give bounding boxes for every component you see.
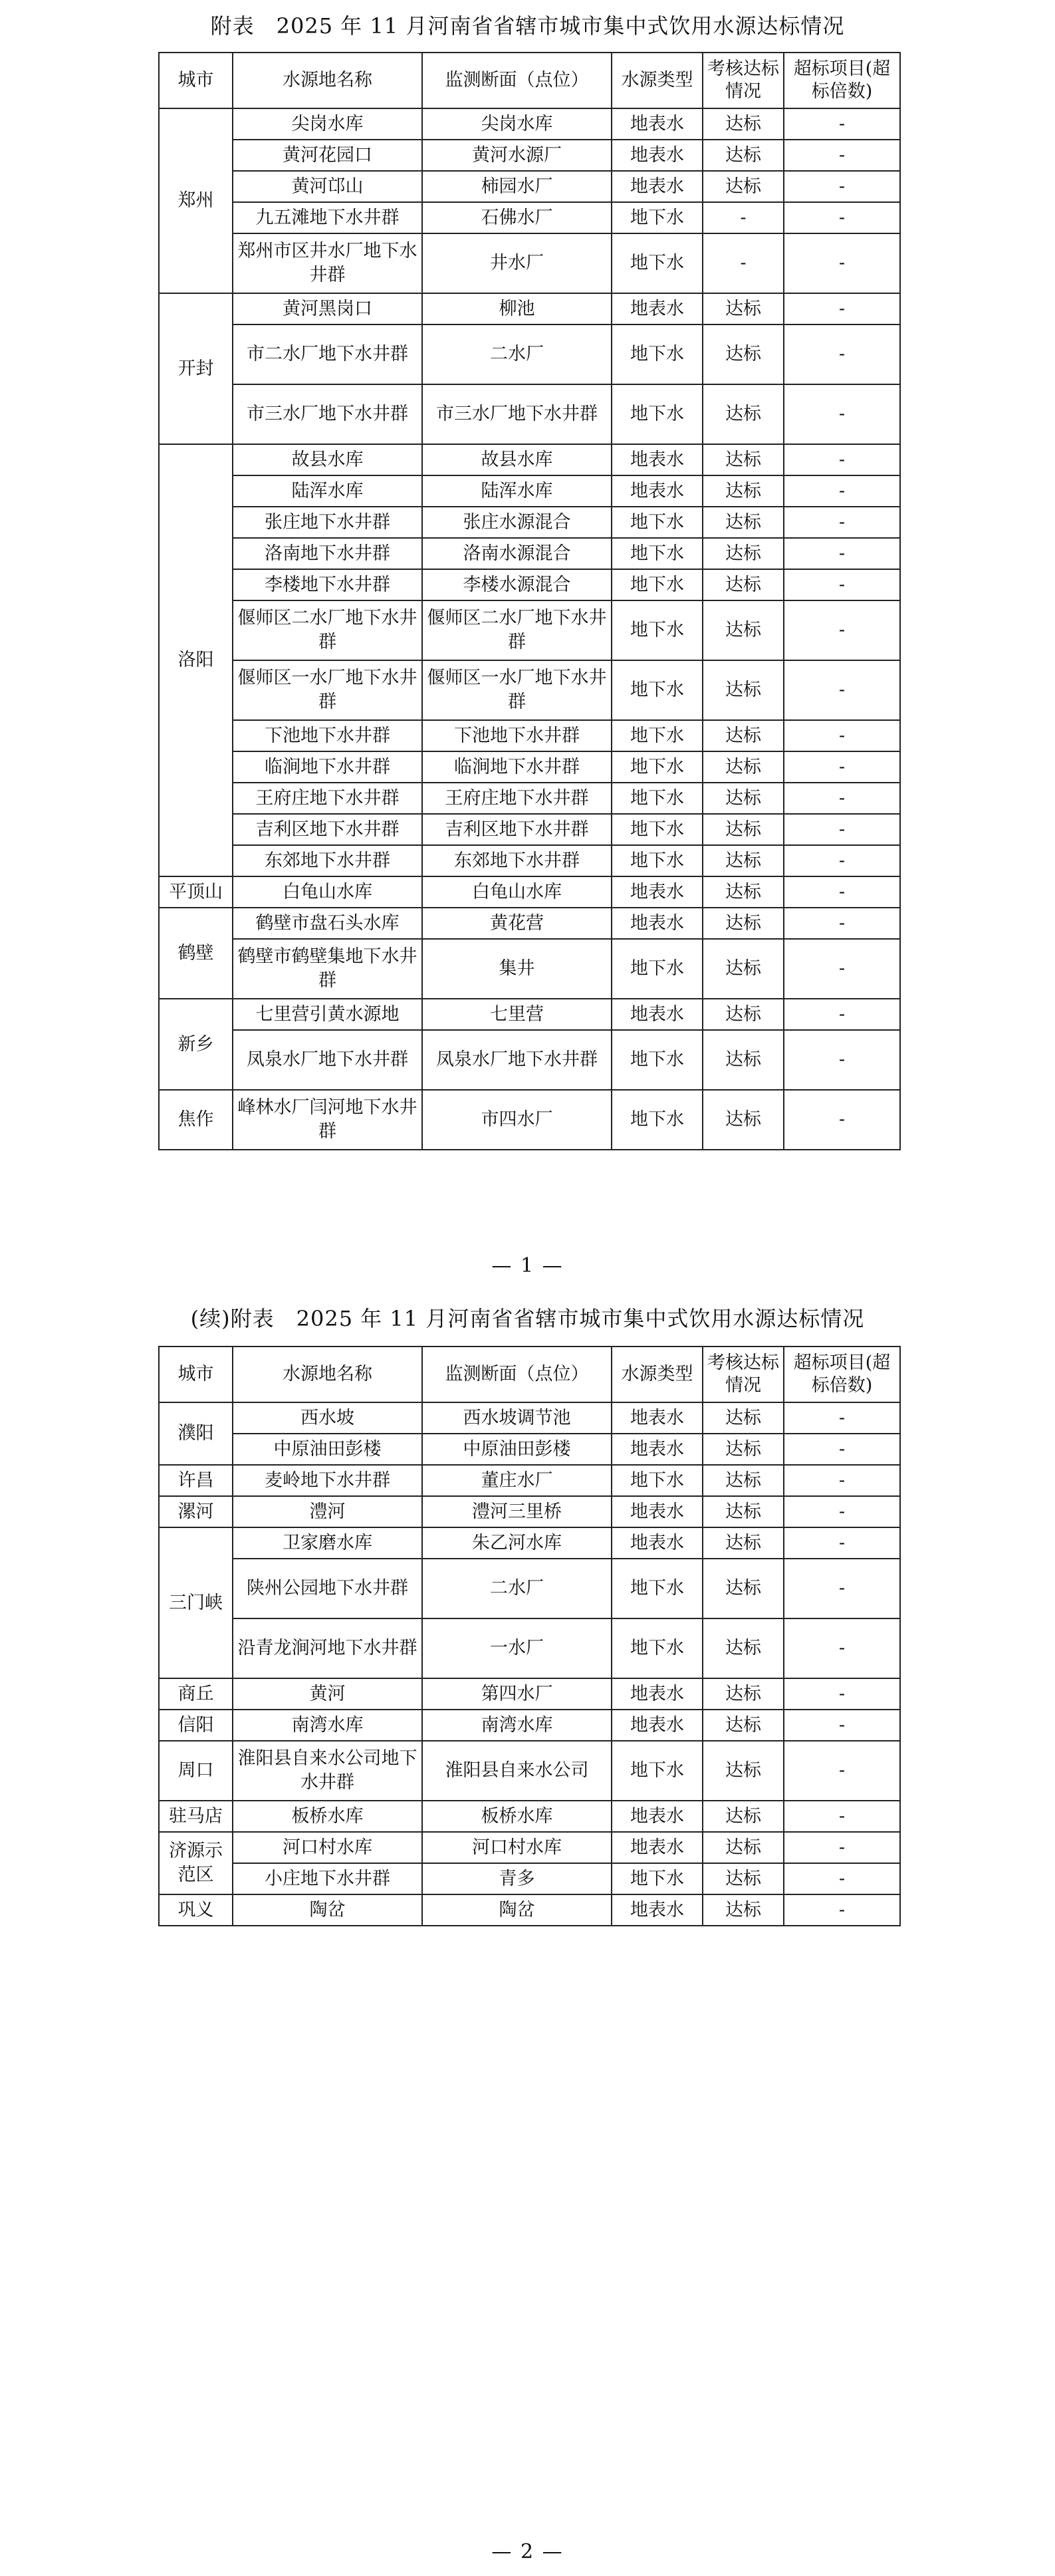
table-row bbox=[159, 324, 900, 384]
city-cell: 漯河 bbox=[159, 1496, 233, 1527]
compliance-cell: - bbox=[703, 233, 784, 293]
compliance-cell: 达标 bbox=[703, 1618, 784, 1678]
exceedance-cell: - bbox=[784, 202, 900, 233]
source-name-cell: 陕州公园地下水井群 bbox=[233, 1559, 422, 1618]
source-type-cell: 地表水 bbox=[612, 1832, 703, 1863]
exceedance-cell: - bbox=[784, 1402, 900, 1434]
monitoring-site-cell: 井水厂 bbox=[422, 233, 612, 293]
city-cell: 焦作 bbox=[159, 1090, 233, 1150]
page-title: (续)附表 2025 年 11 月河南省省辖市城市集中式饮用水源达标情况 bbox=[190, 1306, 865, 1331]
header-source-type: 水源类型 bbox=[612, 1347, 703, 1402]
table-row bbox=[159, 140, 900, 171]
source-type-cell: 地下水 bbox=[612, 1863, 703, 1894]
exceedance-cell: - bbox=[784, 1894, 900, 1926]
source-name-cell: 偃师区二水厂地下水井群 bbox=[233, 600, 422, 660]
header-monitoring-site: 监测断面（点位） bbox=[422, 1347, 612, 1402]
source-name-cell: 尖岗水库 bbox=[233, 108, 422, 140]
compliance-cell: 达标 bbox=[703, 538, 784, 569]
table-row bbox=[159, 1030, 900, 1090]
header-compliance: 考核达标情况 bbox=[703, 53, 784, 108]
source-name-cell: 九五滩地下水井群 bbox=[233, 202, 422, 233]
exceedance-cell: - bbox=[784, 1465, 900, 1496]
source-type-cell: 地表水 bbox=[612, 999, 703, 1030]
monitoring-site-cell: 二水厂 bbox=[422, 324, 612, 384]
city-cell: 新乡 bbox=[159, 999, 233, 1090]
compliance-cell: 达标 bbox=[703, 384, 784, 444]
exceedance-cell: - bbox=[784, 444, 900, 475]
water-source-table-continued bbox=[158, 1346, 901, 1926]
source-type-cell: 地下水 bbox=[612, 720, 703, 751]
table-row bbox=[159, 1710, 900, 1741]
table-row bbox=[159, 814, 900, 845]
exceedance-cell: - bbox=[784, 569, 900, 600]
city-cell: 洛阳 bbox=[159, 444, 233, 876]
exceedance-cell: - bbox=[784, 783, 900, 814]
source-name-cell: 黄河邙山 bbox=[233, 171, 422, 202]
source-type-cell: 地下水 bbox=[612, 1030, 703, 1090]
source-type-cell: 地表水 bbox=[612, 1894, 703, 1926]
source-type-cell: 地表水 bbox=[612, 876, 703, 908]
monitoring-site-cell: 偃师区一水厂地下水井群 bbox=[422, 660, 612, 720]
compliance-cell: 达标 bbox=[703, 1863, 784, 1894]
table-row bbox=[159, 293, 900, 324]
table-row bbox=[159, 1863, 900, 1894]
source-type-cell: 地表水 bbox=[612, 908, 703, 939]
source-type-cell: 地下水 bbox=[612, 751, 703, 783]
source-name-cell: 淮阳县自来水公司地下水井群 bbox=[233, 1741, 422, 1801]
compliance-cell: - bbox=[703, 202, 784, 233]
source-type-cell: 地表水 bbox=[612, 293, 703, 324]
monitoring-site-cell: 尖岗水库 bbox=[422, 108, 612, 140]
source-type-cell: 地下水 bbox=[612, 1559, 703, 1618]
table-row bbox=[159, 108, 900, 140]
table-row bbox=[159, 1402, 900, 1434]
monitoring-site-cell: 七里营 bbox=[422, 999, 612, 1030]
source-name-cell: 下池地下水井群 bbox=[233, 720, 422, 751]
source-type-cell: 地下水 bbox=[612, 1465, 703, 1496]
exceedance-cell: - bbox=[784, 171, 900, 202]
compliance-cell: 达标 bbox=[703, 1465, 784, 1496]
source-type-cell: 地表水 bbox=[612, 1402, 703, 1434]
source-name-cell: 洛南地下水井群 bbox=[233, 538, 422, 569]
source-type-cell: 地下水 bbox=[612, 1090, 703, 1150]
source-name-cell: 市二水厂地下水井群 bbox=[233, 324, 422, 384]
exceedance-cell: - bbox=[784, 814, 900, 845]
source-name-cell: 七里营引黄水源地 bbox=[233, 999, 422, 1030]
monitoring-site-cell: 二水厂 bbox=[422, 1559, 612, 1618]
water-source-table bbox=[158, 52, 901, 1150]
table-row bbox=[159, 475, 900, 507]
source-name-cell: 小庄地下水井群 bbox=[233, 1863, 422, 1894]
compliance-cell: 达标 bbox=[703, 1559, 784, 1618]
city-cell: 郑州 bbox=[159, 108, 233, 293]
source-type-cell: 地下水 bbox=[612, 384, 703, 444]
compliance-cell: 达标 bbox=[703, 1402, 784, 1434]
compliance-cell: 达标 bbox=[703, 293, 784, 324]
source-name-cell: 南湾水库 bbox=[233, 1710, 422, 1741]
source-name-cell: 东郊地下水井群 bbox=[233, 845, 422, 876]
monitoring-site-cell: 朱乙河水库 bbox=[422, 1527, 612, 1559]
exceedance-cell: - bbox=[784, 1618, 900, 1678]
compliance-cell: 达标 bbox=[703, 939, 784, 999]
header-city: 城市 bbox=[159, 53, 233, 108]
monitoring-site-cell: 一水厂 bbox=[422, 1618, 612, 1678]
compliance-cell: 达标 bbox=[703, 140, 784, 171]
source-type-cell: 地下水 bbox=[612, 202, 703, 233]
table-row bbox=[159, 569, 900, 600]
monitoring-site-cell: 偃师区二水厂地下水井群 bbox=[422, 600, 612, 660]
exceedance-cell: - bbox=[784, 1527, 900, 1559]
source-name-cell: 偃师区一水厂地下水井群 bbox=[233, 660, 422, 720]
exceedance-cell: - bbox=[784, 751, 900, 783]
compliance-cell: 达标 bbox=[703, 171, 784, 202]
city-cell: 鹤壁 bbox=[159, 908, 233, 999]
page-number: — 2 — bbox=[491, 2540, 564, 2563]
monitoring-site-cell: 柿园水厂 bbox=[422, 171, 612, 202]
compliance-cell: 达标 bbox=[703, 814, 784, 845]
source-type-cell: 地表水 bbox=[612, 1434, 703, 1465]
source-type-cell: 地下水 bbox=[612, 814, 703, 845]
source-type-cell: 地下水 bbox=[612, 660, 703, 720]
source-type-cell: 地下水 bbox=[612, 600, 703, 660]
source-name-cell: 鹤壁市鹤壁集地下水井群 bbox=[233, 939, 422, 999]
exceedance-cell: - bbox=[784, 1434, 900, 1465]
source-type-cell: 地表水 bbox=[612, 1801, 703, 1832]
compliance-cell: 达标 bbox=[703, 876, 784, 908]
table-row bbox=[159, 1741, 900, 1801]
source-name-cell: 王府庄地下水井群 bbox=[233, 783, 422, 814]
table-row bbox=[159, 1894, 900, 1926]
table-row bbox=[159, 1559, 900, 1618]
compliance-cell: 达标 bbox=[703, 1030, 784, 1090]
header-exceedance: 超标项目(超标倍数) bbox=[784, 1347, 900, 1402]
header-source-name: 水源地名称 bbox=[233, 1347, 422, 1402]
monitoring-site-cell: 吉利区地下水井群 bbox=[422, 814, 612, 845]
table-row bbox=[159, 845, 900, 876]
city-cell: 濮阳 bbox=[159, 1402, 233, 1465]
exceedance-cell: - bbox=[784, 1741, 900, 1801]
source-type-cell: 地表水 bbox=[612, 1710, 703, 1741]
source-name-cell: 板桥水库 bbox=[233, 1801, 422, 1832]
table-row bbox=[159, 783, 900, 814]
compliance-cell: 达标 bbox=[703, 108, 784, 140]
compliance-cell: 达标 bbox=[703, 1434, 784, 1465]
header-source-type: 水源类型 bbox=[612, 53, 703, 108]
table-body bbox=[159, 108, 900, 1150]
monitoring-site-cell: 市四水厂 bbox=[422, 1090, 612, 1150]
source-name-cell: 凤泉水厂地下水井群 bbox=[233, 1030, 422, 1090]
source-name-cell: 西水坡 bbox=[233, 1402, 422, 1434]
source-type-cell: 地表水 bbox=[612, 475, 703, 507]
compliance-cell: 达标 bbox=[703, 1741, 784, 1801]
table-header-row bbox=[159, 1347, 900, 1402]
table-row bbox=[159, 876, 900, 908]
monitoring-site-cell: 南湾水库 bbox=[422, 1710, 612, 1741]
source-type-cell: 地表水 bbox=[612, 1527, 703, 1559]
exceedance-cell: - bbox=[784, 1801, 900, 1832]
monitoring-site-cell: 黄河水源厂 bbox=[422, 140, 612, 171]
monitoring-site-cell: 下池地下水井群 bbox=[422, 720, 612, 751]
compliance-cell: 达标 bbox=[703, 1678, 784, 1710]
compliance-cell: 达标 bbox=[703, 720, 784, 751]
table-row bbox=[159, 233, 900, 293]
compliance-cell: 达标 bbox=[703, 1496, 784, 1527]
source-name-cell: 吉利区地下水井群 bbox=[233, 814, 422, 845]
table-row bbox=[159, 384, 900, 444]
source-name-cell: 麦岭地下水井群 bbox=[233, 1465, 422, 1496]
city-cell: 周口 bbox=[159, 1741, 233, 1801]
source-type-cell: 地下水 bbox=[612, 939, 703, 999]
compliance-cell: 达标 bbox=[703, 324, 784, 384]
source-type-cell: 地下水 bbox=[612, 569, 703, 600]
exceedance-cell: - bbox=[784, 1863, 900, 1894]
exceedance-cell: - bbox=[784, 475, 900, 507]
table-row bbox=[159, 444, 900, 475]
exceedance-cell: - bbox=[784, 1496, 900, 1527]
monitoring-site-cell: 陆浑水库 bbox=[422, 475, 612, 507]
compliance-cell: 达标 bbox=[703, 600, 784, 660]
compliance-cell: 达标 bbox=[703, 999, 784, 1030]
page-number: — 1 — bbox=[491, 1254, 564, 1277]
exceedance-cell: - bbox=[784, 908, 900, 939]
compliance-cell: 达标 bbox=[703, 1710, 784, 1741]
monitoring-site-cell: 故县水库 bbox=[422, 444, 612, 475]
header-compliance: 考核达标情况 bbox=[703, 1347, 784, 1402]
exceedance-cell: - bbox=[784, 108, 900, 140]
header-source-name: 水源地名称 bbox=[233, 53, 422, 108]
table-row bbox=[159, 1465, 900, 1496]
monitoring-site-cell: 李楼水源混合 bbox=[422, 569, 612, 600]
city-cell: 许昌 bbox=[159, 1465, 233, 1496]
table-row bbox=[159, 720, 900, 751]
table-row bbox=[159, 908, 900, 939]
table-row bbox=[159, 939, 900, 999]
table-row bbox=[159, 538, 900, 569]
exceedance-cell: - bbox=[784, 600, 900, 660]
exceedance-cell: - bbox=[784, 293, 900, 324]
table-row bbox=[159, 507, 900, 538]
monitoring-site-cell: 董庄水厂 bbox=[422, 1465, 612, 1496]
source-name-cell: 卫家磨水库 bbox=[233, 1527, 422, 1559]
monitoring-site-cell: 中原油田彭楼 bbox=[422, 1434, 612, 1465]
table-row bbox=[159, 1527, 900, 1559]
compliance-cell: 达标 bbox=[703, 1801, 784, 1832]
exceedance-cell: - bbox=[784, 1710, 900, 1741]
city-cell: 巩义 bbox=[159, 1894, 233, 1926]
city-cell: 三门峡 bbox=[159, 1527, 233, 1678]
exceedance-cell: - bbox=[784, 507, 900, 538]
source-type-cell: 地下水 bbox=[612, 1741, 703, 1801]
table-row bbox=[159, 202, 900, 233]
monitoring-site-cell: 板桥水库 bbox=[422, 1801, 612, 1832]
monitoring-site-cell: 淮阳县自来水公司 bbox=[422, 1741, 612, 1801]
source-name-cell: 澧河 bbox=[233, 1496, 422, 1527]
exceedance-cell: - bbox=[784, 1832, 900, 1863]
exceedance-cell: - bbox=[784, 999, 900, 1030]
source-type-cell: 地下水 bbox=[612, 538, 703, 569]
compliance-cell: 达标 bbox=[703, 1832, 784, 1863]
compliance-cell: 达标 bbox=[703, 444, 784, 475]
monitoring-site-cell: 第四水厂 bbox=[422, 1678, 612, 1710]
source-name-cell: 白龟山水库 bbox=[233, 876, 422, 908]
source-name-cell: 鹤壁市盘石头水库 bbox=[233, 908, 422, 939]
page-title: 附表 2025 年 11 月河南省省辖市城市集中式饮用水源达标情况 bbox=[210, 13, 845, 39]
compliance-cell: 达标 bbox=[703, 1090, 784, 1150]
exceedance-cell: - bbox=[784, 876, 900, 908]
source-name-cell: 临涧地下水井群 bbox=[233, 751, 422, 783]
table-row bbox=[159, 751, 900, 783]
monitoring-site-cell: 集井 bbox=[422, 939, 612, 999]
source-type-cell: 地表水 bbox=[612, 1496, 703, 1527]
table-body bbox=[159, 1402, 900, 1926]
source-type-cell: 地下水 bbox=[612, 507, 703, 538]
compliance-cell: 达标 bbox=[703, 475, 784, 507]
table-row bbox=[159, 1801, 900, 1832]
city-cell: 开封 bbox=[159, 293, 233, 444]
source-name-cell: 张庄地下水井群 bbox=[233, 507, 422, 538]
compliance-cell: 达标 bbox=[703, 908, 784, 939]
source-name-cell: 黄河花园口 bbox=[233, 140, 422, 171]
exceedance-cell: - bbox=[784, 140, 900, 171]
source-type-cell: 地下水 bbox=[612, 324, 703, 384]
source-name-cell: 陆浑水库 bbox=[233, 475, 422, 507]
compliance-cell: 达标 bbox=[703, 1894, 784, 1926]
exceedance-cell: - bbox=[784, 538, 900, 569]
source-type-cell: 地表水 bbox=[612, 1678, 703, 1710]
source-name-cell: 市三水厂地下水井群 bbox=[233, 384, 422, 444]
source-name-cell: 黄河 bbox=[233, 1678, 422, 1710]
source-name-cell: 李楼地下水井群 bbox=[233, 569, 422, 600]
monitoring-site-cell: 陶岔 bbox=[422, 1894, 612, 1926]
compliance-cell: 达标 bbox=[703, 507, 784, 538]
header-exceedance: 超标项目(超标倍数) bbox=[784, 53, 900, 108]
source-type-cell: 地下水 bbox=[612, 783, 703, 814]
compliance-cell: 达标 bbox=[703, 569, 784, 600]
monitoring-site-cell: 东郊地下水井群 bbox=[422, 845, 612, 876]
table-row bbox=[159, 171, 900, 202]
source-type-cell: 地表水 bbox=[612, 444, 703, 475]
table-row bbox=[159, 1832, 900, 1863]
compliance-cell: 达标 bbox=[703, 845, 784, 876]
header-monitoring-site: 监测断面（点位） bbox=[422, 53, 612, 108]
exceedance-cell: - bbox=[784, 720, 900, 751]
monitoring-site-cell: 凤泉水厂地下水井群 bbox=[422, 1030, 612, 1090]
monitoring-site-cell: 澧河三里桥 bbox=[422, 1496, 612, 1527]
exceedance-cell: - bbox=[784, 324, 900, 384]
monitoring-site-cell: 石佛水厂 bbox=[422, 202, 612, 233]
source-type-cell: 地表水 bbox=[612, 171, 703, 202]
city-cell: 信阳 bbox=[159, 1710, 233, 1741]
exceedance-cell: - bbox=[784, 939, 900, 999]
monitoring-site-cell: 白龟山水库 bbox=[422, 876, 612, 908]
monitoring-site-cell: 张庄水源混合 bbox=[422, 507, 612, 538]
compliance-cell: 达标 bbox=[703, 751, 784, 783]
city-cell: 驻马店 bbox=[159, 1801, 233, 1832]
source-type-cell: 地表水 bbox=[612, 108, 703, 140]
table-row bbox=[159, 600, 900, 660]
table-row bbox=[159, 1090, 900, 1150]
source-type-cell: 地下水 bbox=[612, 1618, 703, 1678]
table-row bbox=[159, 1618, 900, 1678]
exceedance-cell: - bbox=[784, 1090, 900, 1150]
source-name-cell: 故县水库 bbox=[233, 444, 422, 475]
monitoring-site-cell: 洛南水源混合 bbox=[422, 538, 612, 569]
monitoring-site-cell: 临涧地下水井群 bbox=[422, 751, 612, 783]
exceedance-cell: - bbox=[784, 1678, 900, 1710]
monitoring-site-cell: 市三水厂地下水井群 bbox=[422, 384, 612, 444]
city-cell: 平顶山 bbox=[159, 876, 233, 908]
exceedance-cell: - bbox=[784, 384, 900, 444]
monitoring-site-cell: 王府庄地下水井群 bbox=[422, 783, 612, 814]
monitoring-site-cell: 西水坡调节池 bbox=[422, 1402, 612, 1434]
table-row bbox=[159, 1678, 900, 1710]
source-name-cell: 河口村水库 bbox=[233, 1832, 422, 1863]
monitoring-site-cell: 青多 bbox=[422, 1863, 612, 1894]
source-name-cell: 陶岔 bbox=[233, 1894, 422, 1926]
exceedance-cell: - bbox=[784, 1030, 900, 1090]
source-type-cell: 地下水 bbox=[612, 845, 703, 876]
table-header-row bbox=[159, 53, 900, 108]
source-name-cell: 黄河黑岗口 bbox=[233, 293, 422, 324]
source-name-cell: 郑州市区井水厂地下水井群 bbox=[233, 233, 422, 293]
exceedance-cell: - bbox=[784, 233, 900, 293]
header-city: 城市 bbox=[159, 1347, 233, 1402]
source-type-cell: 地下水 bbox=[612, 233, 703, 293]
city-cell: 济源示范区 bbox=[159, 1832, 233, 1894]
source-name-cell: 峰林水厂闫河地下水井群 bbox=[233, 1090, 422, 1150]
table-row bbox=[159, 999, 900, 1030]
compliance-cell: 达标 bbox=[703, 783, 784, 814]
table-row bbox=[159, 1496, 900, 1527]
source-type-cell: 地表水 bbox=[612, 140, 703, 171]
exceedance-cell: - bbox=[784, 1559, 900, 1618]
table-row bbox=[159, 660, 900, 720]
exceedance-cell: - bbox=[784, 845, 900, 876]
source-name-cell: 沿青龙涧河地下水井群 bbox=[233, 1618, 422, 1678]
city-cell: 商丘 bbox=[159, 1678, 233, 1710]
compliance-cell: 达标 bbox=[703, 660, 784, 720]
monitoring-site-cell: 黄花营 bbox=[422, 908, 612, 939]
table-row bbox=[159, 1434, 900, 1465]
exceedance-cell: - bbox=[784, 660, 900, 720]
compliance-cell: 达标 bbox=[703, 1527, 784, 1559]
source-name-cell: 中原油田彭楼 bbox=[233, 1434, 422, 1465]
monitoring-site-cell: 柳池 bbox=[422, 293, 612, 324]
monitoring-site-cell: 河口村水库 bbox=[422, 1832, 612, 1863]
